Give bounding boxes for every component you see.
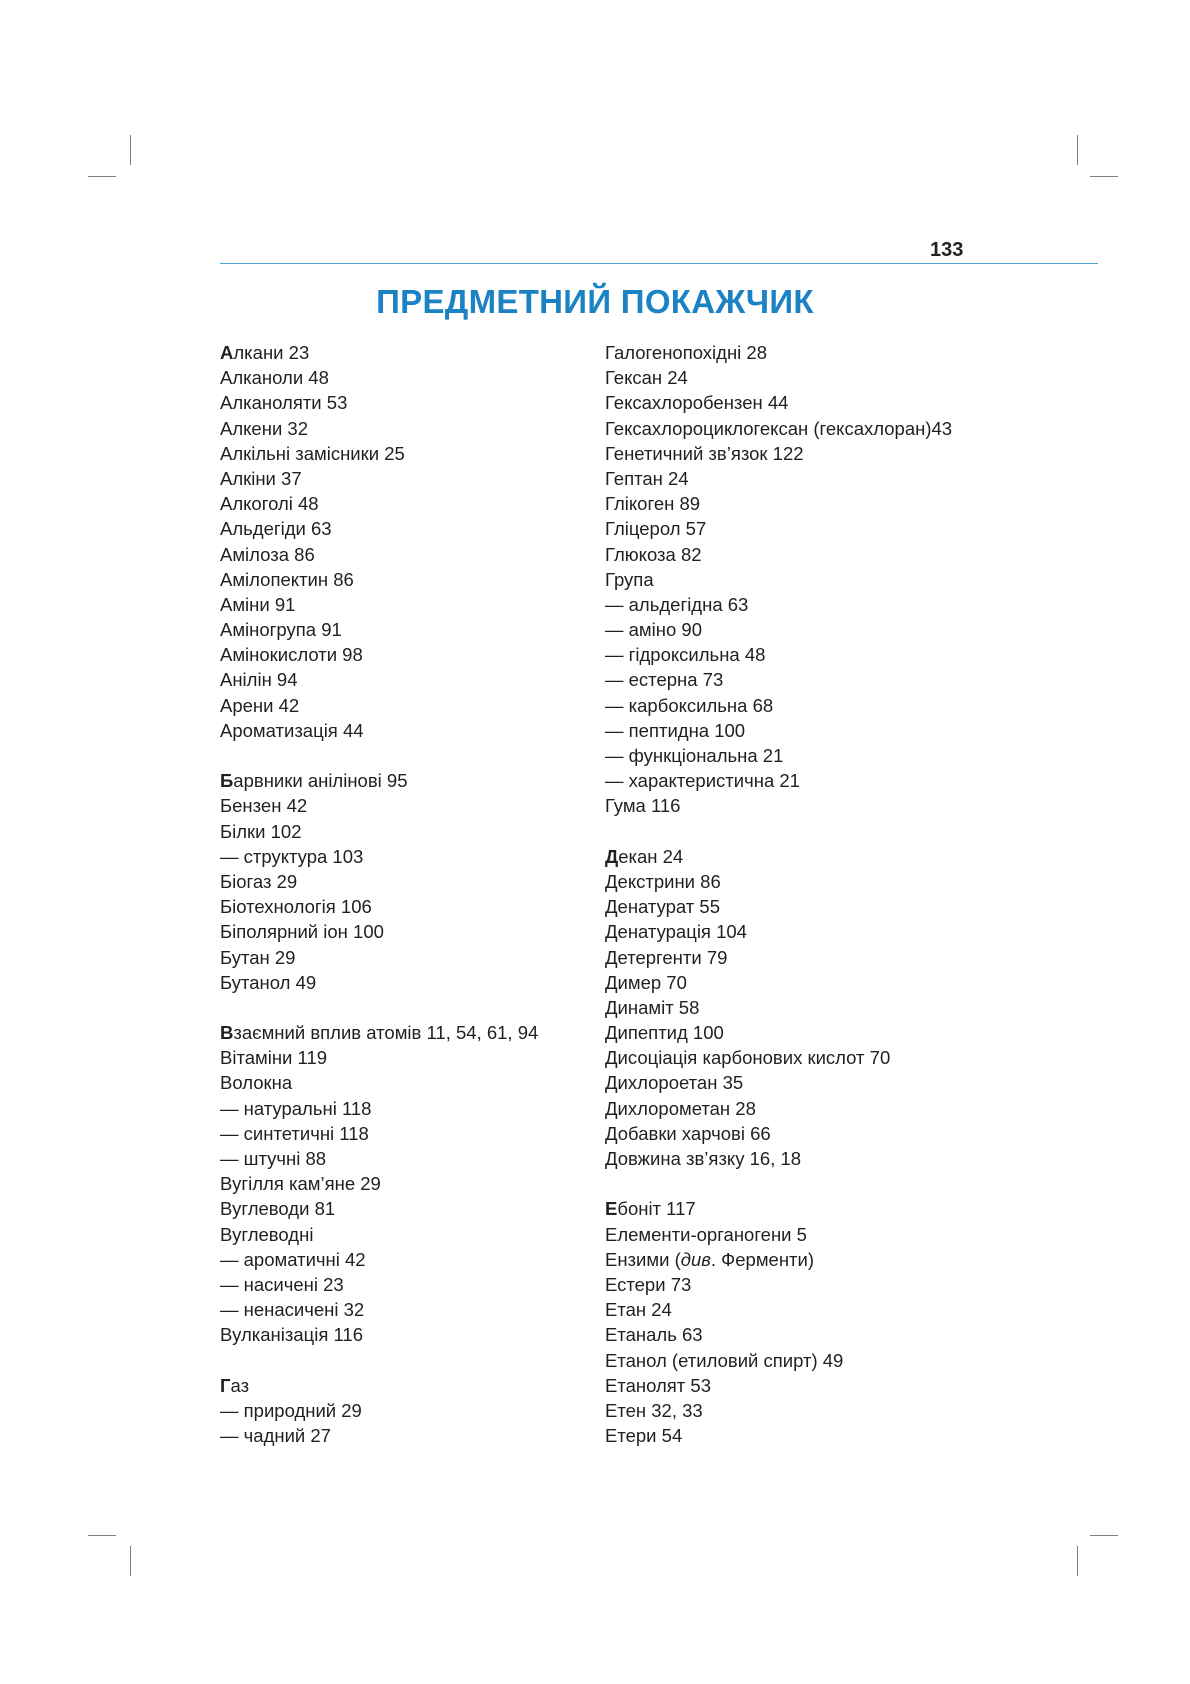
- index-entry: [605, 894, 1005, 919]
- section-gap: [220, 995, 600, 1020]
- crop-mark-bottom-right: [1077, 1546, 1078, 1576]
- index-entry-text: Глікоген 89: [605, 493, 701, 515]
- index-entry: [605, 995, 1005, 1020]
- index-entry-text: Генетичний зв’язок 122: [605, 442, 804, 464]
- index-entry: [220, 390, 600, 415]
- index-entry-text: Вуглеводи 81: [220, 1198, 336, 1220]
- index-entry-text: Дихлорометан 28: [605, 1097, 756, 1119]
- index-entry: [220, 1297, 600, 1322]
- index-entry: [220, 970, 600, 995]
- index-entry: [605, 416, 1005, 441]
- index-entry: [605, 743, 1005, 768]
- section-gap: [220, 743, 600, 768]
- index-entry-text: Гліцерол 57: [605, 518, 707, 540]
- crop-mark-top-right: [1090, 176, 1118, 177]
- index-entry: [220, 466, 600, 491]
- index-entry-text: — характеристична 21: [605, 770, 800, 792]
- section-initial-letter: А: [220, 342, 234, 363]
- index-entry-text: Етанол (етиловий спирт) 49: [605, 1349, 844, 1371]
- index-entry: [220, 1171, 600, 1196]
- section-initial-letter: Г: [220, 1374, 231, 1396]
- index-entry: [605, 1146, 1005, 1171]
- index-entry-text: Дисоціація карбонових кислот 70: [605, 1047, 891, 1069]
- index-entry: [605, 1070, 1005, 1095]
- index-entry-text: Гексахлороциклогексан (гексахлоран)43: [605, 417, 953, 439]
- index-entry-text: екан 24: [618, 845, 684, 867]
- index-entry: [605, 365, 1005, 390]
- index-entry: [605, 1322, 1005, 1347]
- index-entry: [605, 542, 1005, 567]
- index-entry-text: Етери 54: [605, 1425, 683, 1447]
- index-entry-text: Алканоли 48: [220, 367, 329, 389]
- index-entry-text: — структура 103: [220, 845, 364, 867]
- index-column-left: [220, 340, 600, 1448]
- index-entry: [220, 441, 600, 466]
- index-entry-text: Аміногрупа 91: [220, 619, 342, 641]
- index-entry-text: Анілін 94: [220, 669, 298, 691]
- index-entry: [220, 718, 600, 743]
- index-entry: [605, 491, 1005, 516]
- index-entry-text: Біполярний іон 100: [220, 921, 384, 943]
- index-entry-text: Дипептид 100: [605, 1022, 724, 1044]
- index-entry: [605, 1373, 1005, 1398]
- index-entry: [605, 869, 1005, 894]
- index-entry: [220, 1247, 600, 1272]
- index-entry-text: Алкоголі 48: [220, 493, 319, 515]
- index-entry: [605, 567, 1005, 592]
- index-entry-text: — аміно 90: [605, 619, 702, 641]
- index-entry-text: Амілоза 86: [220, 543, 315, 565]
- index-entry-text: Білки 102: [220, 820, 302, 842]
- section-gap: [605, 819, 1005, 844]
- index-entry: [605, 441, 1005, 466]
- index-entry: [220, 894, 600, 919]
- index-entry: [605, 1398, 1005, 1423]
- index-entry: [605, 667, 1005, 692]
- index-entry: [605, 844, 1005, 869]
- index-entry-text: Аміни 91: [220, 593, 296, 615]
- index-entry-text: Вуглеводні: [220, 1223, 314, 1245]
- index-entry: [220, 491, 600, 516]
- index-entry-text: аз: [230, 1374, 250, 1396]
- index-entry: [220, 1423, 600, 1448]
- index-entry: [220, 919, 600, 944]
- index-entry-text: — альдегідна 63: [605, 593, 749, 615]
- index-entry-text: Алкільні замісники 25: [220, 442, 405, 464]
- index-entry-text: Ароматизація 44: [220, 719, 364, 741]
- crop-mark-top-left: [130, 135, 131, 165]
- index-entry-text: Декстрини 86: [605, 870, 721, 892]
- index-entry: [220, 1045, 600, 1070]
- index-entry-text: Денатурація 104: [605, 921, 747, 943]
- index-entry: [220, 693, 600, 718]
- index-entry: [605, 1423, 1005, 1448]
- index-entry-text: Гексахлоробензен 44: [605, 392, 789, 414]
- index-entry: [605, 390, 1005, 415]
- index-entry-text: Амілопектин 86: [220, 568, 354, 590]
- index-entry-text: Етан 24: [605, 1299, 672, 1321]
- index-entry-text: Алканоляти 53: [220, 392, 348, 414]
- index-entry: [220, 1272, 600, 1297]
- index-entry: [220, 869, 600, 894]
- index-entry-text: Група: [605, 568, 654, 590]
- index-entry: [605, 642, 1005, 667]
- index-entry-text: Гума 116: [605, 795, 681, 817]
- index-entry-text: — ароматичні 42: [220, 1248, 366, 1270]
- index-entry: [605, 340, 1005, 365]
- index-entry-text: Денатурат 55: [605, 896, 721, 918]
- index-entry: [220, 667, 600, 692]
- index-entry-text: — карбоксильна 68: [605, 694, 774, 716]
- index-entry: [220, 516, 600, 541]
- index-entry-text: — функціональна 21: [605, 745, 784, 766]
- index-entry: [220, 1322, 600, 1347]
- index-entry-text: . Ферменти): [710, 1248, 815, 1270]
- index-entry-text: Детергенти 79: [605, 946, 728, 968]
- index-entry-text: Біогаз 29: [220, 870, 298, 892]
- index-column-right: [605, 340, 1005, 1448]
- index-entry-text: Ензими (: [605, 1248, 681, 1270]
- index-entry-text: Етаналь 63: [605, 1324, 703, 1346]
- index-entry: [220, 1020, 600, 1045]
- index-entry-text: Добавки харчові 66: [605, 1122, 771, 1144]
- index-entry-text: — природний 29: [220, 1399, 362, 1421]
- page-title: ПРЕДМЕТНИЙ ПОКАЖЧИК: [376, 283, 814, 320]
- section-gap: [220, 1348, 600, 1373]
- index-entry-text: — ненасичені 32: [220, 1299, 365, 1321]
- section-initial-letter: В: [220, 1022, 234, 1044]
- index-entry-text: Етен 32, 33: [605, 1399, 703, 1421]
- index-entry-text: арвники анілінові 95: [233, 770, 408, 792]
- index-entry-text: — штучні 88: [220, 1148, 327, 1169]
- index-entry: [605, 970, 1005, 995]
- index-entry-text: Бутан 29: [220, 946, 296, 968]
- index-entry: [220, 793, 600, 818]
- crop-mark-top-right: [1077, 135, 1078, 165]
- index-entry: [605, 1096, 1005, 1121]
- index-entry-text: Гептан 24: [605, 467, 689, 489]
- index-entry: [220, 1096, 600, 1121]
- index-entry: [220, 1121, 600, 1146]
- index-entry-text: Галогенопохідні 28: [605, 342, 767, 363]
- index-entry-text: Дихлороетан 35: [605, 1072, 744, 1094]
- index-entry-text: лкани 23: [233, 342, 310, 363]
- crop-mark-top-left: [88, 176, 116, 177]
- crop-mark-bottom-left: [130, 1546, 131, 1576]
- index-entry: [605, 945, 1005, 970]
- index-entry: [220, 1222, 600, 1247]
- index-entry-text: — натуральні 118: [220, 1097, 372, 1119]
- index-entry: [605, 919, 1005, 944]
- index-entry: [220, 1070, 600, 1095]
- index-entry-text: Елементи-органогени 5: [605, 1223, 807, 1245]
- index-entry: [605, 1272, 1005, 1297]
- index-entry: [605, 718, 1005, 743]
- index-entry: [220, 365, 600, 390]
- index-entry-text: боніт 117: [617, 1198, 696, 1220]
- index-entry-text: Вітаміни 119: [220, 1047, 328, 1069]
- index-entry-text: Естери 73: [605, 1273, 692, 1295]
- index-entry: [220, 567, 600, 592]
- index-entry: [220, 768, 600, 793]
- index-entry: [605, 1020, 1005, 1045]
- index-entry-text: Біотехнологія 106: [220, 896, 372, 918]
- index-entry: [605, 1196, 1005, 1221]
- index-entry: [220, 1398, 600, 1423]
- index-entry: [220, 416, 600, 441]
- index-entry: [220, 1196, 600, 1221]
- index-entry-text: Вулканізація 116: [220, 1324, 364, 1346]
- index-entry-text: — синтетичні 118: [220, 1122, 369, 1144]
- header-rule: [220, 263, 1098, 264]
- section-initial-letter: Д: [605, 845, 619, 867]
- index-entry: [220, 945, 600, 970]
- index-entry: [220, 542, 600, 567]
- index-entry: [605, 793, 1005, 818]
- index-entry-text: — гідроксильна 48: [605, 644, 766, 666]
- index-entry-text: Алкени 32: [220, 417, 308, 439]
- index-entry-text: Алкіни 37: [220, 467, 302, 489]
- index-entry-text: — насичені 23: [220, 1273, 344, 1295]
- index-entry-text: Етанолят 53: [605, 1374, 711, 1396]
- index-entry-text: Гексан 24: [605, 367, 688, 389]
- section-gap: [605, 1171, 1005, 1196]
- index-entry: [220, 340, 600, 365]
- cross-reference-word: див: [680, 1248, 711, 1270]
- index-entry: [605, 516, 1005, 541]
- index-entry: [605, 693, 1005, 718]
- index-entry: [220, 1146, 600, 1171]
- crop-mark-bottom-right: [1090, 1535, 1118, 1536]
- index-entry-text: Динаміт 58: [605, 996, 700, 1018]
- index-entry-text: Амінокислоти 98: [220, 644, 363, 666]
- index-entry: [220, 819, 600, 844]
- index-entry: [605, 768, 1005, 793]
- index-entry: [605, 1297, 1005, 1322]
- index-entry-text: Бутанол 49: [220, 971, 317, 993]
- index-entry-text: Довжина зв’язку 16, 18: [605, 1148, 802, 1169]
- index-entry-text: Димер 70: [605, 971, 687, 993]
- index-entry-text: — чадний 27: [220, 1425, 331, 1447]
- page-number: 133: [930, 239, 964, 261]
- index-entry-text: Арени 42: [220, 694, 300, 716]
- index-entry-text: Вугілля кам’яне 29: [220, 1173, 381, 1195]
- index-entry: [605, 617, 1005, 642]
- index-entry: [605, 1045, 1005, 1070]
- section-initial-letter: Б: [220, 770, 234, 792]
- index-entry-text: Бензен 42: [220, 795, 308, 817]
- index-entry-text: — естерна 73: [605, 669, 724, 691]
- crop-mark-bottom-left: [88, 1535, 116, 1536]
- index-entry: [220, 617, 600, 642]
- index-entry-text: Альдегіди 63: [220, 518, 332, 540]
- index-entry: [605, 592, 1005, 617]
- index-entry: [605, 466, 1005, 491]
- section-initial-letter: Е: [605, 1198, 618, 1220]
- index-entry-text: — пептидна 100: [605, 719, 746, 741]
- index-entry: [605, 1348, 1005, 1373]
- index-entry: [220, 592, 600, 617]
- index-entry-text: заємний вплив атомів 11, 54, 61, 94: [233, 1022, 539, 1044]
- index-entry: [605, 1247, 1005, 1272]
- index-entry: [220, 1373, 600, 1398]
- index-entry: [220, 642, 600, 667]
- index-entry: [605, 1121, 1005, 1146]
- index-entry: [220, 844, 600, 869]
- index-entry: [605, 1222, 1005, 1247]
- index-entry-text: Глюкоза 82: [605, 543, 702, 565]
- index-entry-text: Волокна: [220, 1072, 293, 1094]
